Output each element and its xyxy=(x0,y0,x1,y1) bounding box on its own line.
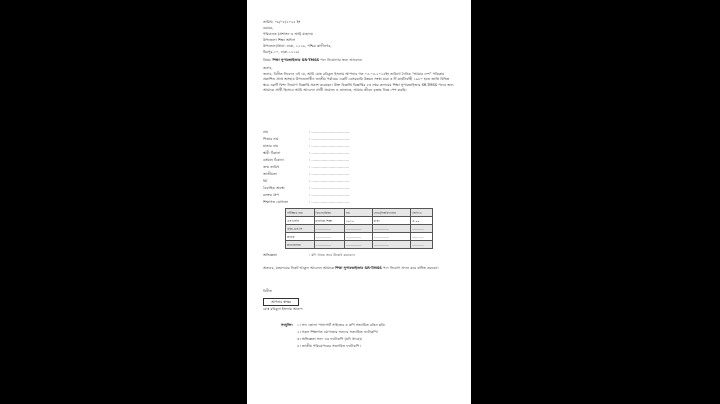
attachment-item: ৪। জাতীয় পরিচয়পত্রের সত্যায়িত ফটোকপি। xyxy=(297,344,361,348)
field-label: রক্তের গ্রুপ xyxy=(263,193,279,197)
document-page xyxy=(247,0,471,404)
closing-prefix: অতএব, মহোদয়ের নিকট আকুল আবেদন আমাকে xyxy=(263,266,335,270)
table-header-cell: জিপিএ xyxy=(411,209,433,217)
letter-date: তারিখ: ০৬/০৫/২০২৫ ইং xyxy=(263,20,301,24)
field-value: : ................................. xyxy=(309,137,350,141)
field-label: মাতার নাম xyxy=(263,144,279,148)
experience-label: অভিজ্ঞতা xyxy=(263,253,277,257)
table-cell: ............... xyxy=(344,225,372,233)
field-value: : ................................. xyxy=(309,158,350,162)
experience-value: : যদি থাকে তবে উল্লেখ করবেন। xyxy=(309,253,355,257)
table-cell: ........... xyxy=(411,225,433,233)
field-value: : ................................. xyxy=(309,193,350,197)
field-label: ধর্ম xyxy=(263,179,268,183)
field-label: বৈবাহিক অবস্থা xyxy=(263,186,285,190)
field-label: বর্তমান ঠিকানা xyxy=(263,158,284,162)
field-value: : ................................. xyxy=(309,144,350,148)
table-header-cell: বিভাগ/বিষয় xyxy=(314,209,344,217)
attachment-item: ১। সদ্য তোলা পাসপোর্ট সাইজের ৩ কপি সত্যায়িত রঙিন ছবি। xyxy=(297,323,386,327)
table-cell: এইচ.এস.সি xyxy=(286,225,315,233)
field-value: : ................................. xyxy=(309,165,350,169)
table-cell: ............... xyxy=(314,233,344,241)
subject-line xyxy=(263,58,362,62)
table-cell: ৪.০০ xyxy=(411,217,433,225)
recipient-address-line2: মিরপুর-১০, ঢাকা-১২১৬। xyxy=(263,50,300,54)
field-value: : ................................. xyxy=(309,200,350,204)
table-header-cell: বোর্ড/বিশ্ববিদ্যালয় xyxy=(372,209,411,217)
closing-position: শিক্ষা সুপারভাইজার SR-TMSS xyxy=(335,266,382,270)
table-cell: ........... xyxy=(411,241,433,249)
table-cell: ............... xyxy=(314,225,344,233)
table-header-cell: পরীক্ষার নাম xyxy=(286,209,315,217)
field-label: স্থায়ী ঠিকানা xyxy=(263,151,281,155)
field-label: নাম xyxy=(263,130,269,134)
signature-box: আপনার স্বাক্ষর xyxy=(263,298,299,306)
field-label: জন্ম তারিখ xyxy=(263,165,280,169)
table-cell: ............... xyxy=(344,241,372,249)
field-value: : ................................. xyxy=(309,151,350,155)
recipient-office: উপজেলা শিক্ষা অফিস xyxy=(263,38,296,42)
qualifications-table xyxy=(285,208,433,249)
table-row xyxy=(286,233,433,241)
recipient-address-line1: উপজেলা/থানা: ঢাকা, ১২১৬, পশ্চিম কাফীনগর, xyxy=(263,44,332,48)
table-cell: স্নাতকোত্তর xyxy=(286,241,315,249)
table-cell: ............... xyxy=(344,233,372,241)
salutation: জনাব, xyxy=(263,66,273,70)
table-cell: ঢাকা xyxy=(372,217,411,225)
attachment-item: ২। সকল শিক্ষাগত যোগ্যতার সনদের সত্যায়িত ফটোকপি। xyxy=(297,330,379,334)
field-value: : ................................. xyxy=(309,186,350,190)
attachment-item: ৩। অভিজ্ঞতা সনদ এর ফটোকপি (যদি থাকে)। xyxy=(297,337,363,341)
signoff: বিনীত xyxy=(263,289,272,293)
closing-paragraph xyxy=(263,266,455,271)
applicant-name: মোঃ রবিকুল ইসলাম আকন্দ xyxy=(263,307,303,311)
table-cell: ............... xyxy=(372,225,411,233)
intro-paragraph: জনাব, বিনীত নিবেদন এই যে, আমি মোঃ রবিকুল ইসলাম আপনার গত ০৫.০৫.২০২৫ইং তারিখে দৈনিক “আমার দেশ” পত্রিকায় প্রকাশিত প্রাপ্ত অসহায় উপজেলাধীন জাতীয় পর্যায়ের একটি বেসরকারি উন্নয়ন সংস্থা যারা ৩ টি কার্যনির্বাহী ১৯৮০ হতে জাতি বিভিন্ন স্থরে একটি বিশদ নিয়োগ বিজ্ঞপ্তি প্রকাশ করেছেন। উক্ত বিজ্ঞপ্তি বিজ্ঞপ্তির ৫৩ নম্বর কলামের শিক্ষা সুপারভাইজার SR-TMSS পদের জন্য আমাকে প্রার্থী হিসেবে আমি আবেদন প্রার্থী প্রয়োজ ও জানাতে, আমার জীবন বৃত্তান্ত নিম্নে পেশ করছি। xyxy=(263,72,454,93)
field-value: : ................................. xyxy=(309,130,350,134)
table-cell: মানবিক শিক্ষা xyxy=(314,217,344,225)
subject-suffix: পদে নিয়োগের জন্য আবেদন। xyxy=(320,58,363,62)
subject-prefix: বিষয়: xyxy=(263,58,272,62)
table-cell: ............... xyxy=(372,241,411,249)
table-cell: স্নাতক xyxy=(286,233,315,241)
table-row xyxy=(286,217,433,225)
field-value: : ................................. xyxy=(309,172,350,176)
attachments-label: সংযুক্তি: xyxy=(281,323,293,327)
field-label: জাতীয়তা xyxy=(263,172,277,176)
table-row xyxy=(286,225,433,233)
table-cell: ............... xyxy=(372,233,411,241)
field-label: শিক্ষাগত যোগ্যতা xyxy=(263,200,289,204)
table-cell: ২০১০ xyxy=(344,217,372,225)
subject-position: শিক্ষা সুপারভাইজার SR-TMSS xyxy=(272,58,320,62)
field-value: : ................................. xyxy=(309,179,350,183)
table-row xyxy=(286,241,433,249)
field-label: পিতার নাম xyxy=(263,137,279,141)
recipient-title: পরিচালক (প্রশাসন ও অর্থ) মহোদয় xyxy=(263,32,313,36)
table-cell: ........... xyxy=(411,233,433,241)
recipient-to: বরাবর, xyxy=(263,26,274,30)
table-header-cell: সন xyxy=(344,209,372,217)
closing-suffix: পদে নিয়োগ প্রদান করে বাধিত করবেন। xyxy=(383,266,439,270)
table-cell: এসএসসি xyxy=(286,217,315,225)
table-header-row xyxy=(286,209,433,217)
table-cell: ............... xyxy=(314,241,344,249)
